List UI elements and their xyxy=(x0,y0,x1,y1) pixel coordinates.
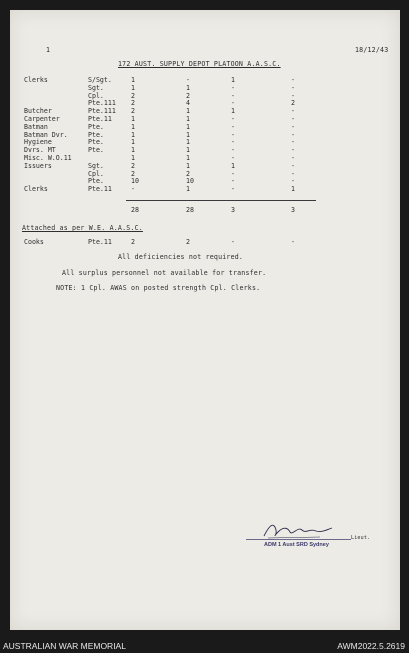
cell-label: Issuers xyxy=(24,161,52,170)
attached-heading: Attached as per W.E. A.A.S.C. xyxy=(22,224,143,232)
cell-label: Hygiene xyxy=(24,138,52,147)
cell-v3: - xyxy=(231,91,235,100)
cell-v4: - xyxy=(291,83,295,92)
cell-v2: 1 xyxy=(186,146,190,155)
page-mark: 1 xyxy=(46,46,51,54)
cell-v1: 2 xyxy=(131,161,135,170)
cell-v1: 1 xyxy=(131,146,135,155)
cell-rank: Pte. xyxy=(88,138,104,147)
table-row xyxy=(10,138,400,146)
table-row xyxy=(10,154,400,162)
table-row xyxy=(10,185,400,193)
cell-v3: 1 xyxy=(231,161,235,170)
cell-v1: 1 xyxy=(131,138,135,147)
cell-v2: 1 xyxy=(186,185,190,194)
cell-v4: 2 xyxy=(291,99,295,108)
table-row xyxy=(10,162,400,170)
cell-v4: - xyxy=(291,130,295,139)
cell-v3: - xyxy=(231,177,235,186)
cell-rank: Pte. xyxy=(88,146,104,155)
cell-v1: 1 xyxy=(131,83,135,92)
cell-v3: - xyxy=(231,154,235,162)
cell-v1: - xyxy=(131,185,135,194)
cell-rank: S/Sgt. xyxy=(88,76,112,84)
cell-v1: 2 xyxy=(131,169,135,178)
cell-rank: Pte.111 xyxy=(88,99,116,108)
table-row xyxy=(10,92,400,100)
cell-v4: - xyxy=(291,138,295,147)
cell-v1: 1 xyxy=(131,115,135,123)
cell-v4: - xyxy=(291,154,295,162)
totals-row xyxy=(10,206,400,214)
table-row xyxy=(10,76,400,84)
cell-v3: - xyxy=(231,130,235,139)
table-row xyxy=(10,99,400,107)
cell-v1: 1 xyxy=(131,130,135,139)
cell-rank: Pte. xyxy=(88,177,104,186)
cell-label: Dvrs. MT xyxy=(24,146,56,155)
archive-footer xyxy=(0,637,409,653)
cell-v3: 1 xyxy=(231,107,235,116)
footer-accession-number: AWM2022.5.2619 xyxy=(337,641,405,651)
cell-v4: - xyxy=(291,122,295,131)
signature-stamp: ADM 1 Aust SRD Sydney xyxy=(264,542,329,548)
total-v3: 3 xyxy=(231,206,235,214)
cell-v1: 10 xyxy=(131,177,139,186)
cell-v2: - xyxy=(186,76,190,84)
cell-rank: Cpl. xyxy=(88,169,104,178)
cell-v3: - xyxy=(231,115,235,123)
cell-label: Batman Dvr. xyxy=(24,130,68,139)
cell-rank: Sgt. xyxy=(88,83,104,92)
cell-v4: - xyxy=(291,107,295,116)
cell-v4: - xyxy=(291,146,295,155)
cell-label: Batman xyxy=(24,122,48,131)
cell-v4: 1 xyxy=(291,185,295,194)
cell-label: Clerks xyxy=(24,76,48,84)
cell-v3: - xyxy=(231,99,235,108)
table-row xyxy=(10,177,400,185)
cell-rank: Sgt. xyxy=(88,161,104,170)
table-row xyxy=(10,146,400,154)
signature-rank: Lieut. xyxy=(351,535,371,541)
cell-v2: 1 xyxy=(186,83,190,92)
cell-v3: 1 xyxy=(231,76,235,84)
total-v1: 28 xyxy=(131,206,139,214)
cell-v3: - xyxy=(231,185,235,194)
cell-v1: 2 xyxy=(131,107,135,116)
cell-v4: - xyxy=(291,177,295,186)
cell-v1: 2 xyxy=(131,91,135,100)
table-row xyxy=(10,131,400,139)
cell-v3: - xyxy=(231,122,235,131)
cell-label: Butcher xyxy=(24,107,52,116)
cell-v2: 1 xyxy=(186,138,190,147)
cell-v2: 1 xyxy=(186,122,190,131)
document-title: 172 AUST. SUPPLY DEPOT PLATOON A.A.S.C. xyxy=(118,60,281,68)
cell-v2: 1 xyxy=(186,154,190,162)
cell-v1: 1 xyxy=(131,122,135,131)
cell-rank: Pte. xyxy=(88,122,104,131)
cell-rank: Pte.111 xyxy=(88,107,116,116)
cell-v4: - xyxy=(291,91,295,100)
note-1: All deficiencies not required. xyxy=(118,253,244,261)
cell-rank: Pte.11 xyxy=(88,185,112,194)
cell-v2: 1 xyxy=(186,161,190,170)
cell-v2: 1 xyxy=(186,130,190,139)
cell-v4: - xyxy=(291,76,295,84)
footer-institution: AUSTRALIAN WAR MEMORIAL xyxy=(3,641,126,651)
total-v2: 28 xyxy=(186,206,194,214)
table-row xyxy=(10,170,400,178)
note-3: NOTE: 1 Cpl. AWAS on posted strength Cpl. Clerks. xyxy=(56,284,261,292)
cell-v3: - xyxy=(231,83,235,92)
total-v4: 3 xyxy=(291,206,295,214)
cell-v2: 2 xyxy=(186,169,190,178)
cell-v2: 2 xyxy=(186,91,190,100)
table-row xyxy=(10,107,400,115)
cell-label: Clerks xyxy=(24,185,48,194)
cell-v2: 1 xyxy=(186,115,190,123)
cell-rank: Pte.11 xyxy=(88,115,112,123)
cell-label: Carpenter xyxy=(24,115,60,123)
cell-v1: 2 xyxy=(131,99,135,108)
cell-v4: - xyxy=(291,161,295,170)
cell-label: Misc. W.O.11 xyxy=(24,154,72,162)
note-2: All surplus personnel not available for transfer. xyxy=(62,269,267,277)
table-row xyxy=(10,84,400,92)
cell-v4: - xyxy=(291,169,295,178)
document-page xyxy=(10,10,400,630)
cell-v4: - xyxy=(291,115,295,123)
document-date: 18/12/43 xyxy=(355,46,389,54)
cell-v2: 10 xyxy=(186,177,194,186)
cell-v2: 4 xyxy=(186,99,190,108)
cell-rank: Cpl. xyxy=(88,91,104,100)
table-row xyxy=(10,115,400,123)
cell-v3: - xyxy=(231,146,235,155)
cell-v3: - xyxy=(231,169,235,178)
cell-v3: - xyxy=(231,138,235,147)
cell-v1: 1 xyxy=(131,154,135,162)
cell-v1: 1 xyxy=(131,76,135,84)
totals-rule xyxy=(126,200,316,201)
cell-v2: 1 xyxy=(186,107,190,116)
table-row xyxy=(10,123,400,131)
signature-line xyxy=(246,539,351,540)
cell-rank: Pte. xyxy=(88,130,104,139)
attached-row: Cooks Pte.11 2 2 - - xyxy=(24,238,295,246)
